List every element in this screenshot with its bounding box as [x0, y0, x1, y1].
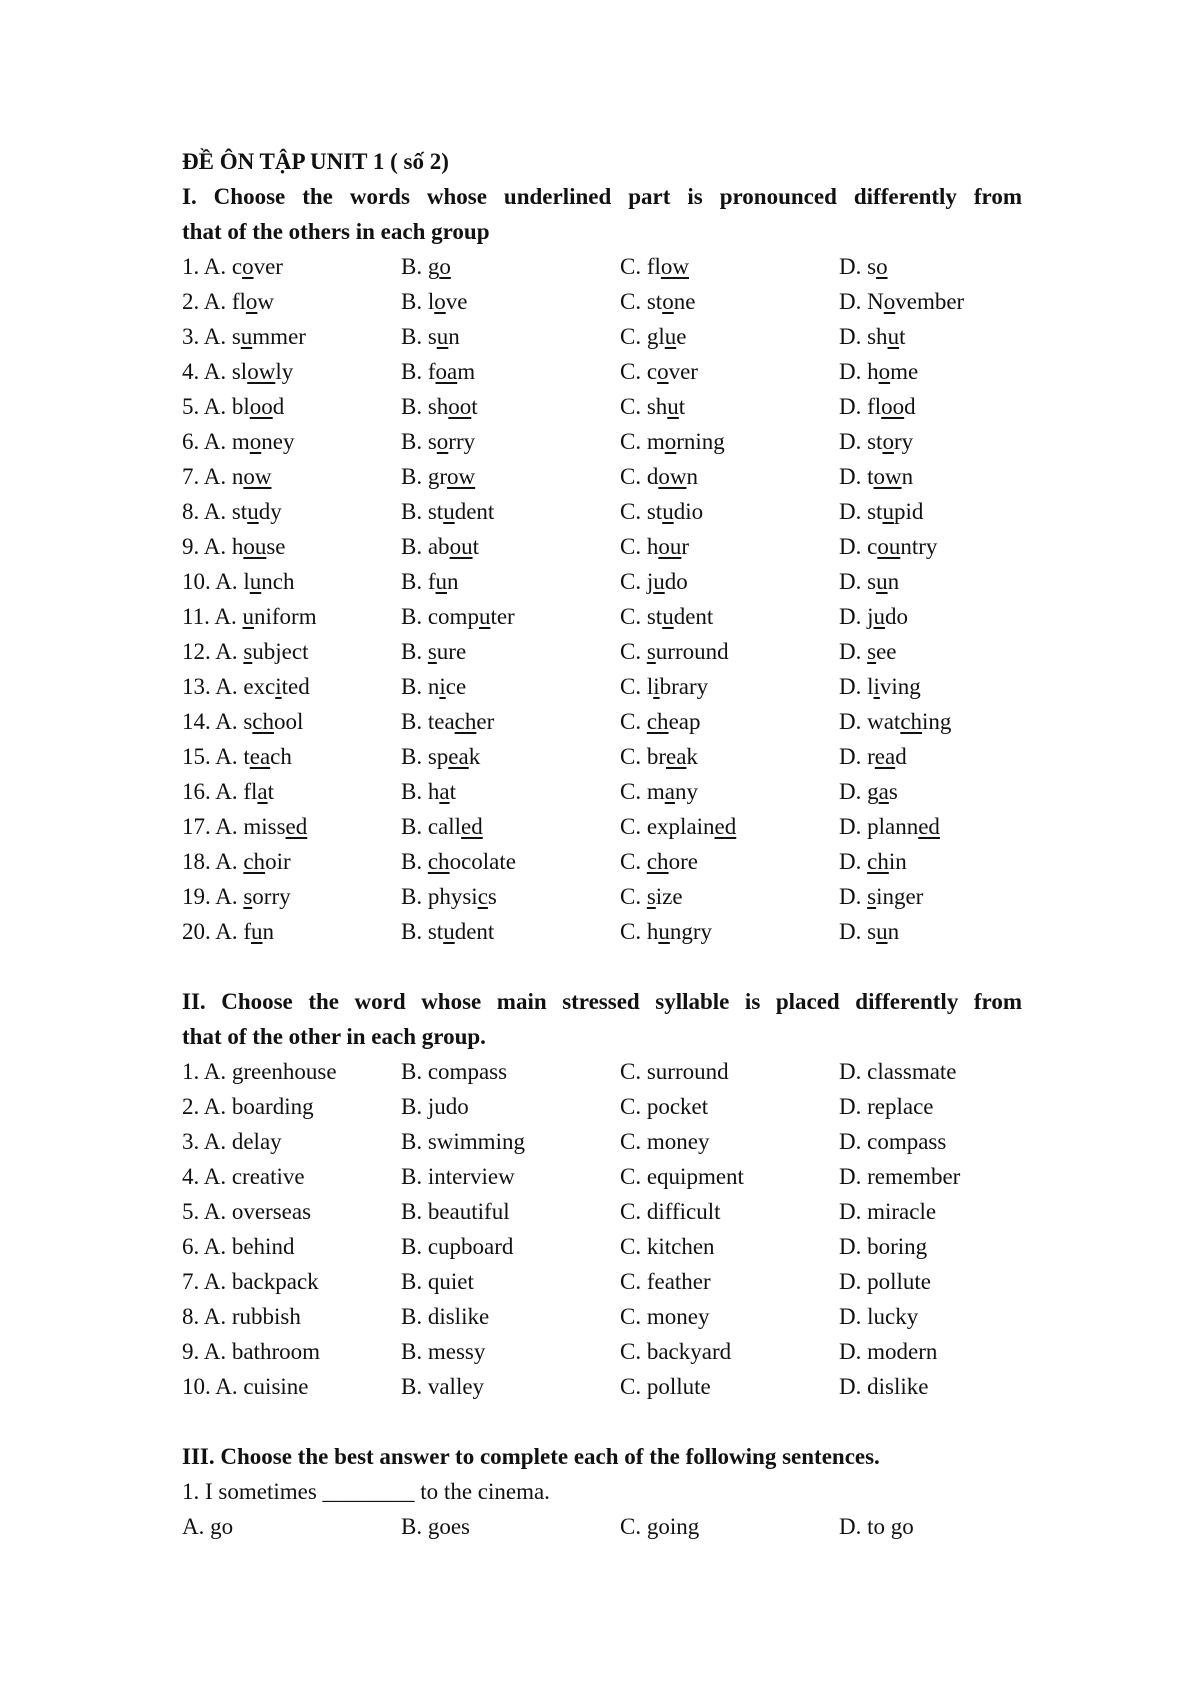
section-heading-line: III. Choose the best answer to complete each of the following sentences.	[182, 1444, 880, 1469]
option-b: B. hat	[401, 779, 456, 804]
option-c: C. down	[620, 464, 698, 489]
underlined-part: u	[443, 499, 455, 524]
option-d: D. story	[839, 429, 914, 454]
option-c: C. chore	[620, 849, 698, 874]
option-b: B. sorry	[401, 429, 476, 454]
option-a: 5. A. blood	[182, 394, 285, 419]
option-d: D. November	[839, 289, 965, 314]
underlined-part: ch	[867, 849, 889, 874]
underlined-part: u	[443, 919, 455, 944]
underlined-part: ch	[427, 849, 450, 874]
option-b: B. physics	[401, 884, 497, 909]
question-row	[182, 529, 1022, 564]
underlined-part: ch	[252, 709, 275, 734]
option-c: C. explained	[620, 814, 737, 839]
underlined-part: s	[427, 639, 437, 664]
option-a: 9. A. bathroom	[182, 1339, 320, 1364]
option-c: C. hungry	[620, 919, 713, 944]
section-heading	[182, 984, 1022, 1054]
option-c: C. cover	[620, 359, 698, 384]
option-d: D. miracle	[839, 1199, 937, 1224]
option-b: B. about	[401, 534, 479, 559]
question-row	[182, 634, 1022, 669]
underlined-part: a	[878, 779, 889, 804]
underlined-part: o	[662, 289, 674, 314]
underlined-part: ed	[918, 814, 940, 839]
option-d: D. classmate	[839, 1059, 957, 1084]
option-b: B. called	[401, 814, 483, 839]
question-row	[182, 459, 1022, 494]
option-a: 3. A. delay	[182, 1129, 282, 1154]
option-d: D. compass	[839, 1129, 947, 1154]
option-d: D. country	[839, 534, 938, 559]
option-c: C. going	[620, 1514, 700, 1539]
underlined-part: ed	[285, 814, 308, 839]
underlined-part: ch	[900, 709, 923, 734]
question-row	[182, 354, 1022, 389]
section-heading	[182, 1439, 1022, 1474]
option-c: C. flow	[620, 254, 690, 279]
option-a: 2. A. boarding	[182, 1094, 314, 1119]
question-row	[182, 669, 1022, 704]
sections	[182, 179, 1022, 1544]
option-a: 20. A. fun	[182, 919, 274, 944]
worksheet-content	[182, 144, 1022, 1544]
option-c: C. size	[620, 884, 683, 909]
question-row	[182, 1159, 1022, 1194]
option-a: 15. A. teach	[182, 744, 292, 769]
option-d: D. boring	[839, 1234, 928, 1259]
option-a: 18. A. choir	[182, 849, 291, 874]
underlined-part: ou	[449, 534, 473, 559]
underlined-part: o	[657, 359, 669, 384]
option-d: D. lucky	[839, 1304, 919, 1329]
worksheet-title: ĐỀ ÔN TẬP UNIT 1 ( số 2)	[182, 149, 449, 174]
underlined-part: ou	[243, 534, 267, 559]
underlined-part: u	[653, 569, 665, 594]
underlined-part: u	[251, 919, 263, 944]
underlined-part: u	[876, 569, 888, 594]
underlined-part: u	[887, 324, 900, 349]
underlined-part: ea	[874, 744, 896, 769]
underlined-part: u	[662, 604, 674, 629]
option-a: 17. A. missed	[182, 814, 308, 839]
question-row	[182, 1299, 1022, 1334]
option-c: C. shut	[620, 394, 686, 419]
option-c: C. feather	[620, 1269, 711, 1294]
underlined-part: s	[646, 639, 656, 664]
section-heading-line: II. Choose the word whose main stressed syllable is placed differently from	[182, 989, 1022, 1014]
underlined-part: oo	[448, 394, 472, 419]
option-d: D. pollute	[839, 1269, 931, 1294]
option-b: B. grow	[401, 464, 476, 489]
option-b: B. sun	[401, 324, 460, 349]
option-a: 1. A. greenhouse	[182, 1059, 337, 1084]
option-a: 8. A. rubbish	[182, 1304, 301, 1329]
option-a: 2. A. flow	[182, 289, 275, 314]
underlined-part: ow	[873, 464, 902, 489]
underlined-part: ch	[646, 849, 669, 874]
option-d: D. remember	[839, 1164, 961, 1189]
option-d: D. to go	[839, 1514, 914, 1539]
option-d: D. shut	[839, 324, 906, 349]
underlined-part: ea	[666, 744, 687, 769]
underlined-part: c	[477, 884, 488, 909]
underlined-part: u	[662, 499, 674, 524]
underlined-part: u	[247, 499, 259, 524]
option-a: 10. A. cuisine	[182, 1374, 309, 1399]
option-a: 7. A. backpack	[182, 1269, 319, 1294]
underlined-part: o	[249, 429, 262, 454]
option-a: 1. A. cover	[182, 254, 283, 279]
option-a: 12. A. subject	[182, 639, 309, 664]
underlined-part: ch	[454, 709, 477, 734]
option-d: D. modern	[839, 1339, 938, 1364]
underlined-part: ow	[658, 464, 687, 489]
underlined-part: u	[876, 919, 888, 944]
underlined-part: ou	[658, 534, 682, 559]
underlined-part: u	[435, 569, 447, 594]
option-b: B. fun	[401, 569, 459, 594]
underlined-part: a	[257, 779, 268, 804]
underlined-part: u	[882, 499, 894, 524]
underlined-part: ow	[447, 464, 476, 489]
underlined-part: s	[646, 884, 656, 909]
option-b: B. dislike	[401, 1304, 490, 1329]
underlined-part: ch	[243, 849, 266, 874]
underlined-part: u	[667, 394, 679, 419]
underlined-part: i	[873, 674, 880, 699]
question-row	[182, 774, 1022, 809]
underlined-part: o	[436, 429, 449, 454]
underlined-part: u	[658, 919, 670, 944]
option-c: C. cheap	[620, 709, 701, 734]
underlined-part: u	[478, 604, 491, 629]
option-d: D. replace	[839, 1094, 934, 1119]
option-b: B. quiet	[401, 1269, 474, 1294]
option-d: D. stupid	[839, 499, 924, 524]
underlined-part: o	[245, 289, 258, 314]
question-row	[182, 809, 1022, 844]
underlined-part: a	[439, 779, 450, 804]
underlined-part: u	[436, 324, 449, 349]
question-row	[182, 1334, 1022, 1369]
underlined-part: s	[867, 639, 877, 664]
question-sentence: 1. I sometimes ________ to the cinema.	[182, 1479, 550, 1504]
question-row	[182, 914, 1022, 949]
option-a: 7. A. now	[182, 464, 272, 489]
option-a: 6. A. behind	[182, 1234, 295, 1259]
option-a: 9. A. house	[182, 534, 286, 559]
option-b: B. beautiful	[401, 1199, 510, 1224]
option-a: 3. A. summer	[182, 324, 306, 349]
option-d: D. so	[839, 254, 888, 279]
underlined-part: i	[439, 674, 446, 699]
question-row	[182, 1509, 1022, 1544]
option-c: C. pollute	[620, 1374, 711, 1399]
option-c: C. pocket	[620, 1094, 709, 1119]
question-row	[182, 424, 1022, 459]
option-c: C. money	[620, 1304, 710, 1329]
option-c: C. many	[620, 779, 698, 804]
question-row	[182, 704, 1022, 739]
option-c: C. studio	[620, 499, 704, 524]
section-gap	[182, 1404, 1022, 1439]
question-row	[182, 1124, 1022, 1159]
question-row	[182, 844, 1022, 879]
underlined-part: s	[243, 639, 253, 664]
underlined-part: u	[664, 324, 677, 349]
underlined-part: u	[242, 604, 254, 629]
underlined-part: ow	[243, 464, 272, 489]
section-heading-line: that of the others in each group	[182, 219, 490, 244]
option-c: C. morning	[620, 429, 725, 454]
option-a: 8. A. study	[182, 499, 282, 524]
option-b: B. foam	[401, 359, 476, 384]
question-row	[182, 564, 1022, 599]
option-d: D. town	[839, 464, 914, 489]
option-c: C. stone	[620, 289, 696, 314]
option-d: D. watching	[839, 709, 952, 734]
option-d: D. home	[839, 359, 919, 384]
option-b: B. interview	[401, 1164, 515, 1189]
question-row	[182, 249, 1022, 284]
question-row	[182, 599, 1022, 634]
option-a: 5. A. overseas	[182, 1199, 312, 1224]
question-row	[182, 1089, 1022, 1124]
option-c: C. judo	[620, 569, 688, 594]
underlined-part: o	[883, 289, 896, 314]
underlined-part: oa	[435, 359, 458, 384]
option-c: C. student	[620, 604, 714, 629]
option-d: D. see	[839, 639, 897, 664]
option-b: B. sure	[401, 639, 467, 664]
question-row	[182, 739, 1022, 774]
option-c: C. surround	[620, 639, 729, 664]
underlined-part: oo	[881, 394, 905, 419]
option-c: C. glue	[620, 324, 687, 349]
option-d: D. singer	[839, 884, 924, 909]
option-d: D. read	[839, 744, 907, 769]
underlined-part: ed	[461, 814, 483, 839]
option-a: 10. A. lunch	[182, 569, 295, 594]
option-c: C. break	[620, 744, 698, 769]
question-row	[182, 1264, 1022, 1299]
option-b: B. judo	[401, 1094, 469, 1119]
option-a: 4. A. creative	[182, 1164, 305, 1189]
option-d: D. gas	[839, 779, 898, 804]
option-d: D. sun	[839, 919, 900, 944]
option-b: B. cupboard	[401, 1234, 514, 1259]
underlined-part: o	[664, 429, 677, 454]
question-row	[182, 284, 1022, 319]
option-c: C. money	[620, 1129, 710, 1154]
question-row	[182, 1229, 1022, 1264]
option-b: B. student	[401, 499, 495, 524]
option-b: B. compass	[401, 1059, 508, 1084]
option-a: A. go	[182, 1514, 234, 1539]
underlined-part: u	[873, 604, 885, 629]
option-b: B. messy	[401, 1339, 486, 1364]
option-a: 11. A. uniform	[182, 604, 317, 629]
option-c: C. difficult	[620, 1199, 721, 1224]
option-b: B. goes	[401, 1514, 470, 1539]
underlined-part: ou	[877, 534, 901, 559]
question-row	[182, 1054, 1022, 1089]
underlined-part: u	[240, 324, 253, 349]
option-a: 14. A. school	[182, 709, 304, 734]
section-heading	[182, 179, 1022, 249]
option-b: B. nice	[401, 674, 467, 699]
section-heading-line: that of the other in each group.	[182, 1024, 486, 1049]
question-row	[182, 389, 1022, 424]
option-c: C. equipment	[620, 1164, 744, 1189]
question-row	[182, 1369, 1022, 1404]
option-b: B. shoot	[401, 394, 478, 419]
question-row	[182, 319, 1022, 354]
option-c: C. backyard	[620, 1339, 732, 1364]
underlined-part: o	[434, 289, 446, 314]
option-d: D. living	[839, 674, 921, 699]
option-d: D. sun	[839, 569, 900, 594]
underlined-part: s	[867, 884, 877, 909]
option-b: B. chocolate	[401, 849, 516, 874]
underlined-part: ea	[249, 744, 271, 769]
option-b: B. valley	[401, 1374, 485, 1399]
underlined-part: o	[882, 429, 894, 454]
option-b: B. teacher	[401, 709, 495, 734]
underlined-part: o	[242, 254, 254, 279]
option-b: B. love	[401, 289, 468, 314]
underlined-part: i	[653, 674, 660, 699]
underlined-part: ea	[448, 744, 469, 769]
question-row	[182, 494, 1022, 529]
underlined-part: oo	[249, 394, 273, 419]
question-row	[182, 1194, 1022, 1229]
section-heading-line: I. Choose the words whose underlined part is pronounced differently from	[182, 184, 1022, 209]
underlined-part: ch	[646, 709, 669, 734]
option-d: D. chin	[839, 849, 907, 874]
option-d: D. planned	[839, 814, 940, 839]
underlined-part: o	[439, 254, 451, 279]
option-a: 4. A. slowly	[182, 359, 294, 384]
option-a: 6. A. money	[182, 429, 295, 454]
underlined-part: s	[243, 884, 253, 909]
option-c: C. kitchen	[620, 1234, 715, 1259]
underlined-part: ow	[247, 359, 276, 384]
option-c: C. surround	[620, 1059, 729, 1084]
underlined-part: a	[664, 779, 675, 804]
option-d: D. flood	[839, 394, 916, 419]
underlined-part: ow	[660, 254, 690, 279]
underlined-part: i	[275, 674, 282, 699]
option-c: C. hour	[620, 534, 690, 559]
underlined-part: o	[878, 359, 891, 384]
option-a: 19. A. sorry	[182, 884, 291, 909]
question-row	[182, 879, 1022, 914]
option-d: D. dislike	[839, 1374, 929, 1399]
option-b: B. speak	[401, 744, 481, 769]
option-d: D. judo	[839, 604, 908, 629]
option-a: 16. A. flat	[182, 779, 274, 804]
option-b: B. swimming	[401, 1129, 525, 1154]
option-b: B. go	[401, 254, 451, 279]
option-b: B. student	[401, 919, 495, 944]
underlined-part: o	[876, 254, 888, 279]
option-c: C. library	[620, 674, 709, 699]
option-b: B. computer	[401, 604, 515, 629]
underlined-part: ed	[714, 814, 737, 839]
option-a: 13. A. excited	[182, 674, 310, 699]
section-gap	[182, 949, 1022, 984]
underlined-part: u	[249, 569, 262, 594]
